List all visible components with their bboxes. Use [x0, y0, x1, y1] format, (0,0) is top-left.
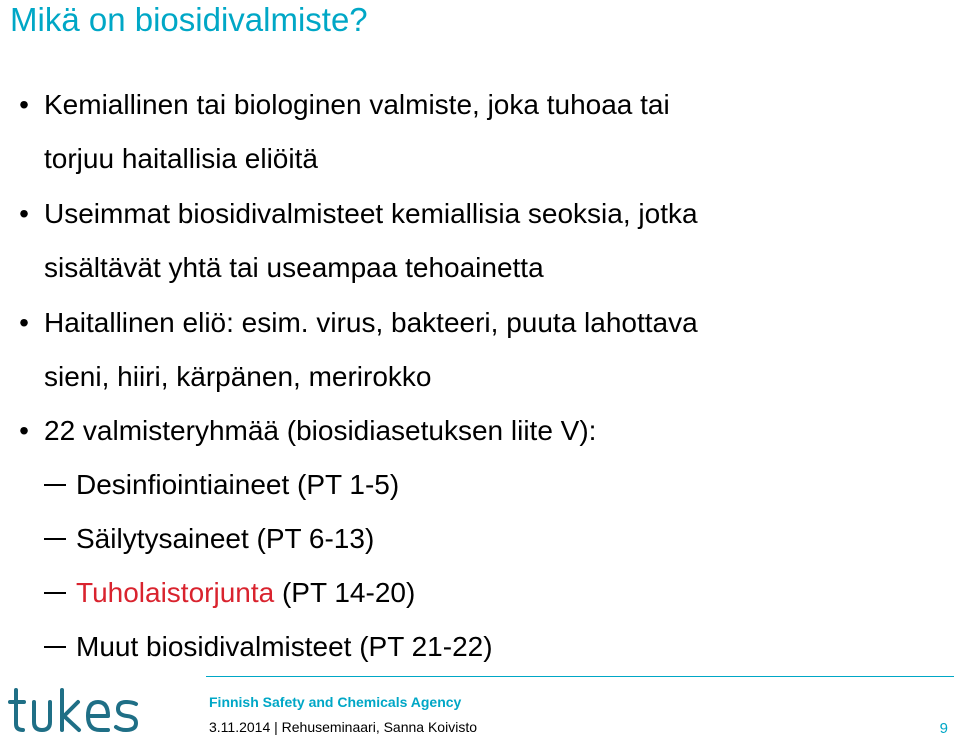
sub-item — [44, 620, 924, 674]
bullet-text-line1: Kemiallinen tai biologinen valmiste, joka tuhoaa tai — [44, 89, 670, 120]
sub-item — [44, 458, 924, 512]
bullet-dot-icon: • — [19, 415, 29, 446]
bullet-text-line2: torjuu haitallisia eliöitä — [44, 143, 318, 174]
bullet-item — [14, 187, 934, 295]
dash-icon — [44, 484, 66, 486]
sub-item-label: (PT 14-20) — [274, 577, 416, 608]
dash-icon — [44, 538, 66, 540]
page-number: 9 — [939, 720, 948, 737]
bullet-text-line2: sisältävät yhtä tai useampaa tehoainetta — [44, 252, 544, 283]
bullet-item — [14, 78, 934, 186]
dash-icon — [44, 592, 66, 594]
bullet-dot-icon: • — [19, 198, 29, 229]
sub-item-label: Desinfiointiaineet (PT 1-5) — [76, 469, 400, 500]
sub-item — [44, 566, 924, 620]
slide-title: Mikä on biosidivalmiste? — [10, 1, 368, 38]
footer-divider — [206, 676, 954, 677]
bullet-text-line1: 22 valmisteryhmää (biosidiasetuksen liite V): — [44, 415, 597, 446]
footer-date-event: 3.11.2014 | Rehuseminaari, Sanna Koivisto — [209, 719, 477, 735]
sub-item-label: Säilytysaineet (PT 6-13) — [76, 523, 375, 554]
sub-item — [44, 512, 924, 566]
bullet-dot-icon: • — [19, 307, 29, 338]
bullet-item — [14, 296, 934, 404]
dash-icon — [44, 646, 66, 648]
bullet-item — [14, 404, 934, 458]
bullet-dot-icon: • — [19, 89, 29, 120]
agency-name: Finnish Safety and Chemicals Agency — [209, 694, 462, 710]
tukes-logo — [8, 684, 158, 734]
bullet-text-line1: Useimmat biosidivalmisteet kemiallisia seoksia, jotka — [44, 198, 698, 229]
bullet-text-line2: sieni, hiiri, kärpänen, merirokko — [44, 361, 432, 392]
bullet-text-line1: Haitallinen eliö: esim. virus, bakteeri, puuta lahottava — [44, 307, 698, 338]
sub-item-highlight: Tuholaistorjunta — [76, 577, 275, 608]
sub-item-label: Muut biosidivalmisteet (PT 21-22) — [76, 631, 493, 662]
